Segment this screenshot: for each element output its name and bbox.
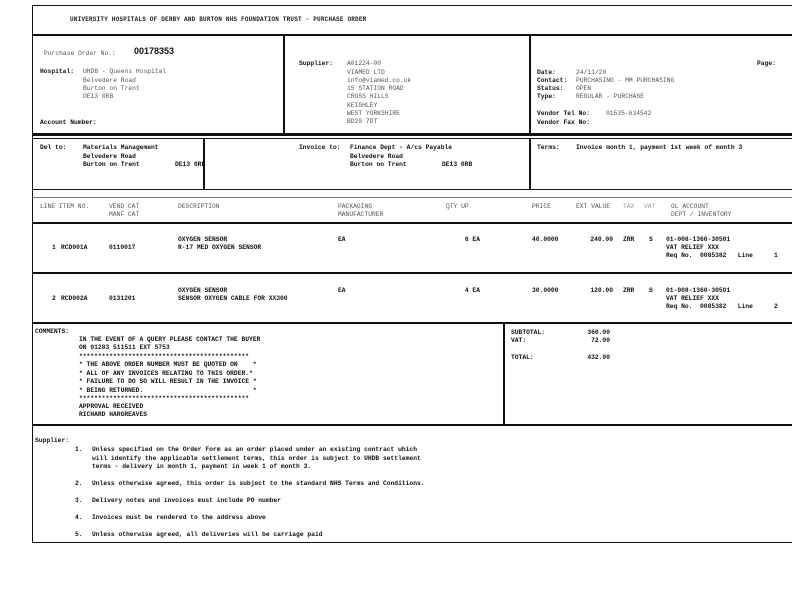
divider (32, 272, 792, 274)
comment-line: ON 01283 511511 EXT 5753 (79, 344, 170, 351)
term-text: Unless otherwise agreed, this order is subject to the standard NHS Terms and Conditions. (92, 480, 425, 487)
vat-label: VAT: (511, 337, 527, 344)
column-header: PACKAGING (338, 203, 373, 210)
vat-code: S (649, 236, 653, 243)
vendor-tel-value: 01535-634542 (606, 110, 652, 117)
invoice-address-line: Belvedere Road (350, 153, 403, 160)
contact-label: Contact: (537, 77, 568, 84)
column-header: MANF CAT (109, 211, 140, 218)
delivery-address-line: Burton on Trent (83, 161, 140, 168)
column-header: MANUFACTURER (338, 211, 384, 218)
address-line: KEIGHLEY (347, 102, 378, 109)
comment-line: APPROVAL RECEIVED (79, 403, 144, 410)
ext-value: 120.00 (590, 287, 613, 294)
vendor-cat: 0110017 (109, 244, 136, 251)
ext-value: 240.00 (590, 236, 613, 243)
term-text: Unless otherwise agreed, all deliveries will be carriage paid (92, 531, 323, 538)
line-number: 1 (52, 244, 56, 251)
column-header: QTY UP (446, 203, 469, 210)
type-label: Type: (537, 93, 556, 100)
subtotal-label: SUBTOTAL: (511, 329, 546, 336)
hospital-label: Hospital: (40, 68, 75, 75)
requisition-number: Req No. 0085382 Line (666, 252, 753, 259)
contact-value: PURCHASING - MM PURCHASING (576, 77, 675, 84)
term-number: 4. (75, 514, 83, 521)
term-number: 5. (75, 531, 83, 538)
column-header: EXT VALUE (576, 203, 611, 210)
price: 30.0000 (532, 287, 559, 294)
date-value: 24/11/20 (576, 69, 607, 76)
invoice-address-line: Burton on Trent (350, 161, 407, 168)
address-line: UHDB - Queens Hospital (83, 68, 167, 75)
term-number: 3. (75, 497, 83, 504)
po-number: 00178353 (134, 46, 175, 56)
supplier-label: Supplier: (299, 60, 334, 67)
term-text: Delivery notes and invoices must include PO number (92, 497, 281, 504)
total-label: TOTAL: (511, 354, 534, 361)
gl-account: 01-008-1360-30501 (666, 236, 731, 243)
invoice-label: Invoice to: (299, 144, 341, 151)
column-header: LINE ITEM NO. (40, 203, 90, 210)
line-number: 2 (52, 295, 56, 302)
divider (32, 322, 792, 324)
delivery-postcode: DE13 0RB (175, 161, 206, 168)
quantity: 6 EA (464, 236, 480, 243)
vendor-tel-label: Vendor Tel No: (537, 110, 590, 117)
comment-line: IN THE EVENT OF A QUERY PLEASE CONTACT THE BUYER (79, 336, 261, 343)
date-label: Date: (537, 69, 556, 76)
address-line: WEST YORKSHIRE (347, 110, 400, 117)
invoice-postcode: DE13 0RB (442, 161, 473, 168)
invoice-address-line: Finance Dept - A/cs Payable (350, 144, 453, 151)
divider (32, 34, 792, 36)
address-line: DE13 0RB (83, 93, 114, 100)
delivery-label: Del to: (40, 144, 67, 151)
term-number: 2. (75, 480, 83, 487)
address-line: Belvedere Road (83, 77, 136, 84)
term-text: Invoices must be rendered to the address above (92, 514, 266, 521)
requisition-line: 1 (774, 252, 778, 259)
comment-line: * THE ABOVE ORDER NUMBER MUST BE QUOTED ON * (79, 361, 257, 368)
address-line: 15 STATION ROAD (347, 85, 404, 92)
comment-line: RICHARD HARGREAVES (79, 411, 148, 418)
item-number: RCD001A (61, 244, 88, 251)
quantity: 4 EA (464, 287, 480, 294)
packaging: EA (338, 236, 346, 243)
column-header: TAX (623, 203, 635, 210)
page-label: Page: (757, 60, 776, 67)
comment-line: * FAILURE TO DO SO WILL RESULT IN THE INVOICE * (79, 378, 257, 385)
supplier-terms-label: Supplier: (35, 437, 70, 444)
address-line: VIAMED LTD (347, 69, 385, 76)
comment-line: ********************************************* (79, 395, 250, 402)
divider (529, 34, 531, 134)
description: OXYGEN SENSOR (178, 287, 228, 294)
address-line: A01224-00 (347, 60, 382, 67)
comments-label: COMMENTS: (35, 328, 70, 335)
description: OXYGEN SENSOR (178, 236, 228, 243)
divider (32, 424, 792, 426)
divider (32, 133, 792, 136)
comment-line: * BEING RETURNED. * (79, 387, 257, 394)
supplier-email: info@viamed.co.uk (347, 77, 412, 84)
column-header: VAT (644, 203, 656, 210)
status-value: OPEN (576, 85, 592, 92)
column-header: DESCRIPTION (178, 203, 220, 210)
term-text: Unless specified on the Order Form as an order placed under an existing contract which (92, 446, 417, 453)
terms-value: Invoice month 1, payment 1st week of month 3 (576, 144, 743, 151)
description: R-17 MED OXYGEN SENSOR (178, 244, 262, 251)
price: 40.0000 (532, 236, 559, 243)
column-header: PRICE (532, 203, 551, 210)
column-header: VEND CAT (109, 203, 140, 210)
address-line: Burton on Trent (83, 85, 140, 92)
delivery-address-line: Materials Management (83, 144, 159, 151)
total-value: 432.00 (587, 354, 610, 361)
delivery-address-line: Belvedere Road (83, 153, 136, 160)
account-number-label: Account Number: (40, 119, 97, 126)
tax-code: ZRR (623, 236, 635, 243)
column-header: GL ACCOUNT (671, 203, 709, 210)
requisition-line: 2 (774, 303, 778, 310)
dept-inventory: VAT RELIEF XXX (666, 295, 719, 302)
column-header: DEPT / INVENTORY (671, 211, 732, 218)
vendor-fax-label: Vendor Fax No: (537, 119, 590, 126)
comment-line: ********************************************* (79, 353, 250, 360)
packaging: EA (338, 287, 346, 294)
divider (32, 222, 792, 224)
vat-code: S (649, 287, 653, 294)
status-label: Status: (537, 85, 564, 92)
terms-label: Terms: (537, 144, 560, 151)
comment-line: * ALL OF ANY INVOICES RELATING TO THIS ORDER.* (79, 370, 253, 377)
divider (283, 34, 285, 134)
term-text: terms - delivery in month 1, payment in week 1 of month 3. (92, 463, 312, 470)
description: SENSOR OXYGEN CABLE FOR XX300 (178, 295, 288, 302)
subtotal-value: 360.00 (587, 329, 610, 336)
vat-value: 72.00 (591, 337, 610, 344)
document-title: UNIVERSITY HOSPITALS OF DERBY AND BURTON NHS FOUNDATION TRUST - PURCHASE ORDER (70, 16, 367, 23)
address-line: CROSS HILLS (347, 93, 389, 100)
divider (529, 138, 531, 190)
tax-code: ZRR (623, 287, 635, 294)
gl-account: 01-008-1360-30501 (666, 287, 731, 294)
term-text: will identify the applicable settlement terms, this order is subject to UHDB settlement (92, 455, 421, 462)
po-label: Purchase Order No.: (44, 50, 116, 57)
dept-inventory: VAT RELIEF XXX (666, 244, 719, 251)
address-line: BD20 7DT (347, 118, 378, 125)
vendor-cat: 0131201 (109, 295, 136, 302)
requisition-number: Req No. 0085382 Line (666, 303, 753, 310)
term-number: 1. (75, 446, 83, 453)
item-number: RCD002A (61, 295, 88, 302)
divider (503, 322, 505, 425)
type-value: REGULAR - PURCHASE (576, 93, 645, 100)
